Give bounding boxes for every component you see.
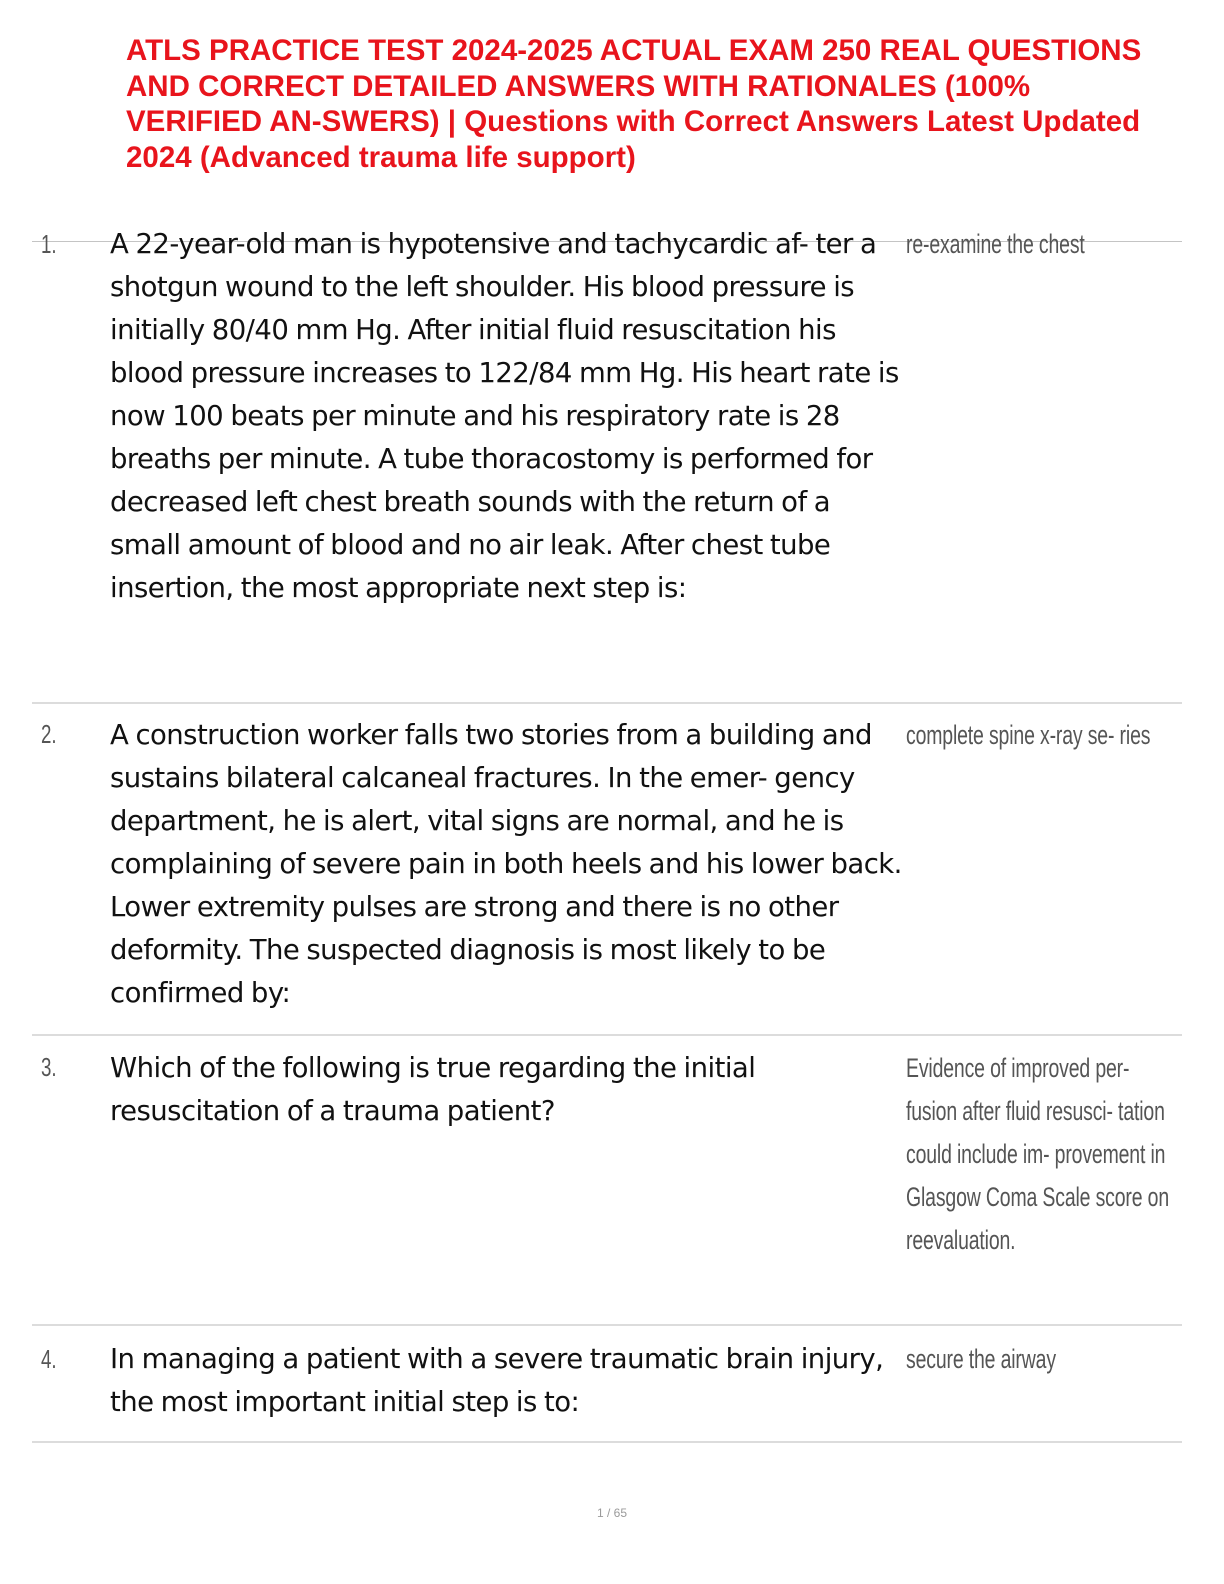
question-item	[32, 1326, 1182, 1443]
question-number: 1.	[41, 229, 57, 259]
answer-text: secure the airway	[906, 1344, 1056, 1374]
question-text: Which of the following is true regarding the initial resuscitation of a trauma patient?	[110, 1052, 756, 1127]
question-number: 3.	[41, 1052, 57, 1082]
answer-text: re-examine the chest	[906, 229, 1085, 259]
answer-text: Evidence of improved per- fusion after fluid resusci- tation could include im- provement in Glasgow Coma Scale score on reevaluation.	[906, 1053, 1170, 1255]
page-indicator: 1 / 65	[596, 1506, 628, 1520]
question-item	[32, 1036, 1182, 1326]
question-item	[32, 228, 1182, 704]
document-title: ATLS PRACTICE TEST 2024-2025 ACTUAL EXAM 250 REAL QUESTIONS AND CORRECT DETAILED ANSWERS WITH RATIONALES (100% VERIFIED AN-SWERS) | Questions with Correct Answers Latest Updated 2024 (Advanced trauma life support)	[126, 34, 1142, 174]
answer-text: complete spine x-ray se- ries	[906, 720, 1151, 750]
question-text: A construction worker falls two stories from a building and sustains bilateral calcaneal fractures. In the emer- gency department, he is alert, vital signs are normal, and he is complaining of severe pain in both heels and his lower back. Lower extremity pulses are strong and there is no other deformity. The suspected diagnosis is most likely to be confirmed by:	[110, 719, 902, 1009]
question-text: In managing a patient with a severe traumatic brain injury, the most important initial step is to:	[110, 1343, 884, 1418]
question-list	[32, 228, 1182, 1443]
question-number: 4.	[41, 1344, 57, 1374]
question-text: A 22-year-old man is hypotensive and tachycardic af- ter a shotgun wound to the left shoulder. His blood pressure is initially 80/40 mm Hg. After initial fluid resuscitation his blood pressure increases to 122/84 mm Hg. His heart rate is now 100 beats per minute and his respiratory rate is 28 breaths per minute. A tube thoracostomy is performed for decreased left chest breath sounds with the return of a small amount of blood and no air leak. After chest tube insertion, the most appropriate next step is:	[110, 228, 899, 604]
question-number: 2.	[41, 719, 57, 749]
question-item	[32, 704, 1182, 1036]
